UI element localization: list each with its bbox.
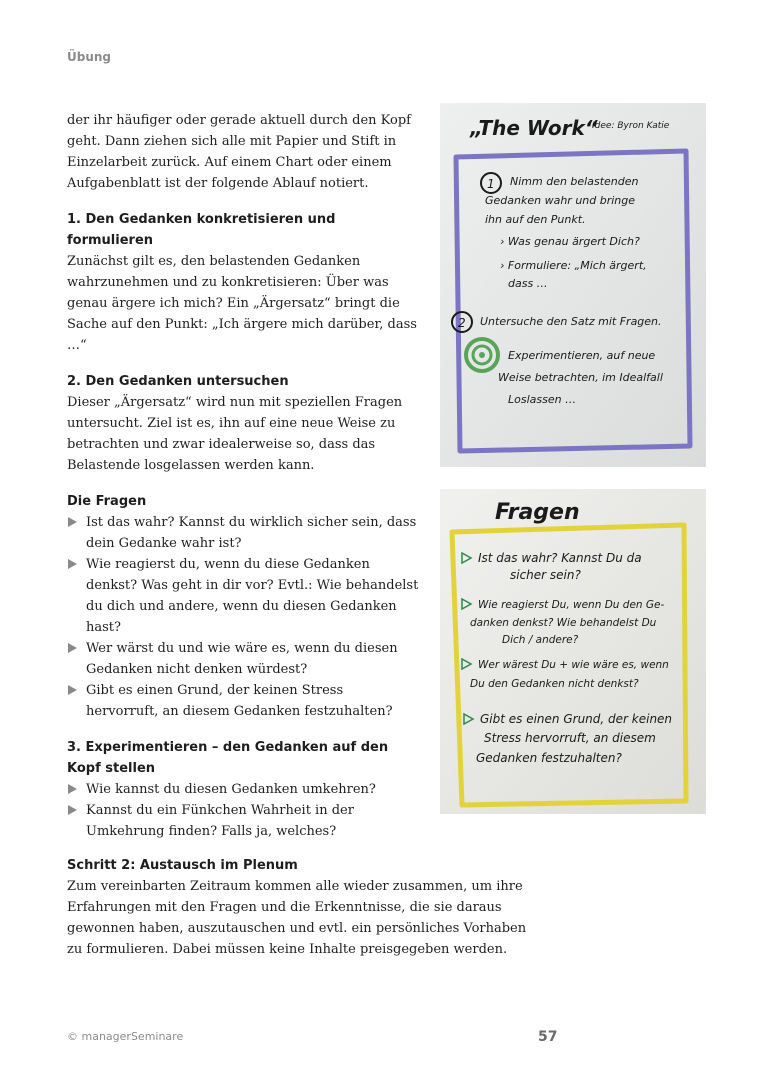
- svg-text:Gibt es einen Grund, der keine: Gibt es einen Grund, der keinen: [480, 712, 673, 726]
- chart-title: Fragen: [495, 500, 580, 525]
- section-1-text: Zunächst gilt es, den belastenden Gedanken wahrzunehmen und zu konkretisieren: Über was genau ärgere ich mich? Ein „Ärgersatz“ bringt die Sache auf den Punkt: „Ich ärgere mich darüber, dass …“: [67, 254, 417, 353]
- svg-text:Untersuche den Satz mit Fragen: Untersuche den Satz mit Fragen.: [480, 315, 662, 328]
- flipchart-photo-fragen: [440, 489, 706, 814]
- list-item: Gibt es einen Grund, der keinen Stress hervorruft, an diesem Gedanken festzuhalten?: [67, 680, 419, 722]
- flipchart-photo-the-work: [440, 103, 706, 467]
- svg-text:dass …: dass …: [508, 277, 548, 290]
- svg-text:Experimentieren, auf neue: Experimentieren, auf neue: [508, 349, 656, 362]
- section-3-heading: 3. Experimentieren – den Gedanken auf den Kopf stellen: [67, 740, 389, 776]
- section-2-heading: 2. Den Gedanken untersuchen: [67, 374, 289, 389]
- svg-text:Nimm den belastenden: Nimm den belastenden: [510, 175, 639, 188]
- chart-title: „The Work“: [470, 116, 598, 140]
- svg-text:› Formuliere: „Mich ärgert,: › Formuliere: „Mich ärgert,: [500, 259, 647, 272]
- intro-paragraph: der ihr häufiger oder gerade aktuell durch den Kopf geht. Dann ziehen sich alle mit Papier und Stift in Einzelarbeit zurück. Auf einem Chart oder einem Aufgabenblatt ist der folgende Ablauf notiert.: [67, 113, 411, 191]
- chart-subtitle: Idee: Byron Katie: [592, 121, 670, 131]
- svg-text:Du den Gedanken nicht denkst?: Du den Gedanken nicht denkst?: [470, 678, 639, 690]
- triangle-bullet-icon: [68, 517, 77, 527]
- questions-heading: Die Fragen: [67, 494, 147, 509]
- copyright-notice: © managerSeminare: [67, 1030, 184, 1043]
- questions-list: [67, 512, 419, 722]
- list-item: Kannst du ein Fünkchen Wahrheit in der Umkehrung finden? Falls ja, welches?: [67, 800, 419, 842]
- experiment-list: [67, 779, 419, 842]
- svg-text:Gedanken festzuhalten?: Gedanken festzuhalten?: [476, 751, 622, 765]
- svg-text:› Was genau ärgert Dich?: › Was genau ärgert Dich?: [500, 235, 640, 248]
- step-2-text: Zum vereinbarten Zeitraum kommen alle wieder zusammen, um ihre Erfahrungen mit den Fragen und die Erkenntnisse, die sie daraus gewonnen haben, auszutauschen und evtl. ein persönliches Vorhaben zu formulieren. Dabei müssen keine Inhalte preisgegeben werden.: [67, 879, 527, 957]
- svg-text:Wer wärest Du + wie wäre es, w: Wer wärest Du + wie wäre es, wenn: [478, 659, 669, 671]
- section-label: Übung: [67, 50, 112, 64]
- svg-text:sicher sein?: sicher sein?: [510, 568, 581, 582]
- list-item: Wie kannst du diesen Gedanken umkehren?: [67, 779, 419, 800]
- triangle-bullet-icon: [68, 685, 77, 695]
- svg-text:Loslassen …: Loslassen …: [508, 393, 577, 406]
- svg-text:Weise betrachten, im Idealfall: Weise betrachten, im Idealfall: [498, 371, 663, 384]
- svg-text:Stress hervorruft, an diesem: Stress hervorruft, an diesem: [484, 731, 656, 745]
- svg-text:Gedanken wahr und bringe: Gedanken wahr und bringe: [485, 194, 636, 207]
- list-item: Wie reagierst du, wenn du diese Gedanken denkst? Was geht in dir vor? Evtl.: Wie behandelst du dich und andere, wenn du diesen Gedanken hast?: [67, 554, 419, 638]
- svg-text:Wie reagierst Du, wenn Du den: Wie reagierst Du, wenn Du den Ge-: [478, 599, 665, 611]
- list-item: Wer wärst du und wie wäre es, wenn du diesen Gedanken nicht denken würdest?: [67, 638, 419, 680]
- svg-text:1: 1: [487, 177, 495, 191]
- svg-text:danken denkst? Wie behandelst: danken denkst? Wie behandelst Du: [470, 617, 657, 629]
- triangle-bullet-icon: [68, 643, 77, 653]
- section-1-heading: 1. Den Gedanken konkretisieren und formulieren: [67, 212, 336, 248]
- section-2-text: Dieser „Ärgersatz“ wird nun mit speziellen Fragen untersucht. Ziel ist es, ihn auf eine neue Weise zu betrachten und zwar idealerweise so, dass das Belastende losgelassen werden kann.: [67, 395, 403, 473]
- list-item: Ist das wahr? Kannst du wirklich sicher sein, dass dein Gedanke wahr ist?: [67, 512, 419, 554]
- triangle-bullet-icon: [68, 805, 77, 815]
- page-number: 57: [538, 1029, 558, 1045]
- main-text-column: [67, 110, 419, 842]
- step-2-heading: Schritt 2: Austausch im Plenum: [67, 858, 298, 873]
- step-2-block: [67, 855, 537, 960]
- svg-text:Ist das wahr? Kannst Du da: Ist das wahr? Kannst Du da: [478, 551, 642, 565]
- triangle-bullet-icon: [68, 559, 77, 569]
- triangle-bullet-icon: [68, 784, 77, 794]
- svg-text:Dich / andere?: Dich / andere?: [502, 634, 579, 646]
- svg-text:ihn auf den Punkt.: ihn auf den Punkt.: [485, 213, 586, 226]
- svg-text:2: 2: [458, 316, 466, 330]
